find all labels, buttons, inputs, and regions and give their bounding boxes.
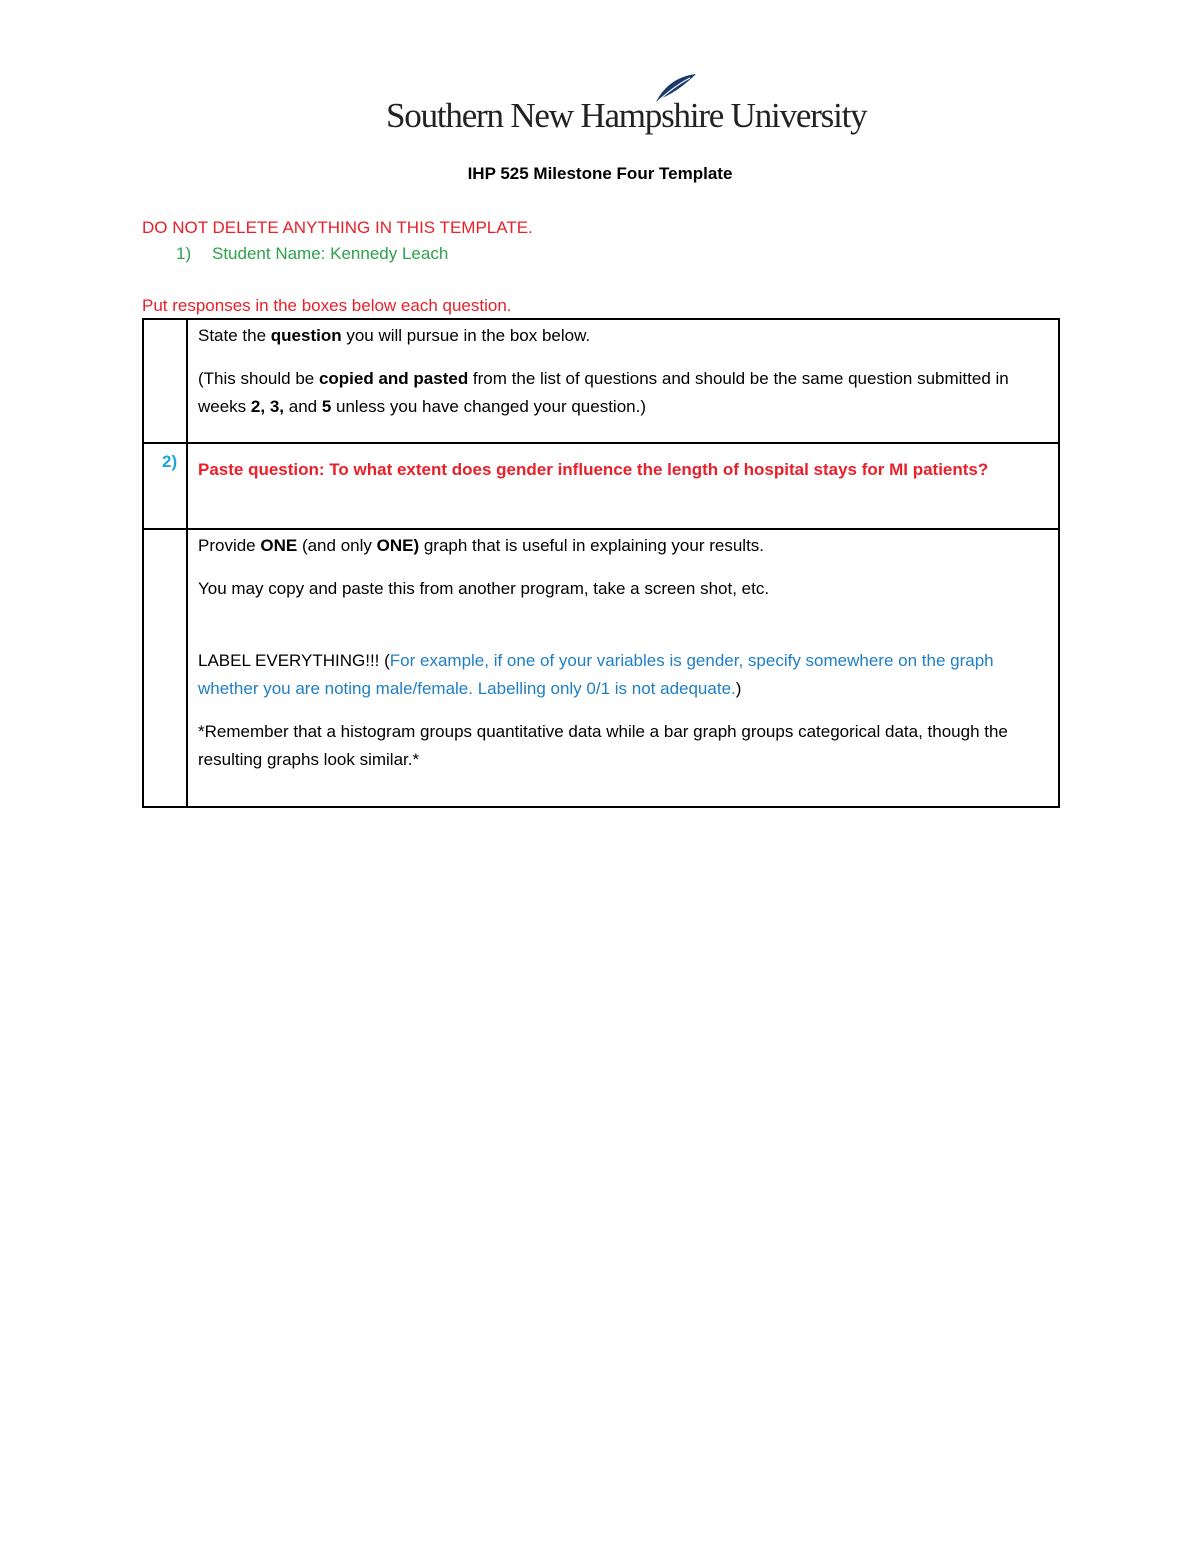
graph-instruction-cell — [187, 529, 1059, 807]
pasted-question: Paste question: To what extent does gender influence the length of hospital stays for MI patients? — [198, 460, 989, 479]
label-everything-instruction: LABEL EVERYTHING!!! (For example, if one of your variables is gender, specify somewhere on the graph whether you are noting male/female. Labelling only 0/1 is not adequate.) — [198, 651, 994, 698]
document-title: IHP 525 Milestone Four Template — [467, 164, 733, 183]
row-number-cell — [143, 529, 187, 807]
row-number-cell — [143, 443, 187, 529]
student-number: 1) — [176, 244, 192, 263]
logo-text: Southern New Hampshire University — [386, 96, 867, 135]
copy-paste-graph-note: You may copy and paste this from another program, take a screen shot, etc. — [198, 579, 770, 598]
provide-graph-instruction: Provide ONE (and only ONE) graph that is useful in explaining your results. — [198, 536, 765, 555]
snhu-logo — [386, 72, 867, 142]
state-question-instruction: State the question you will pursue in the box below. — [198, 326, 591, 345]
student-name: Student Name: Kennedy Leach — [212, 244, 449, 263]
question-number: 2) — [162, 452, 178, 471]
instruction-cell — [187, 319, 1059, 443]
table-row — [143, 319, 1059, 443]
question-table — [142, 318, 1060, 808]
response-cell[interactable] — [187, 443, 1059, 529]
histogram-reminder: *Remember that a histogram groups quantitative data while a bar graph groups categorical data, though the resulting graphs look similar.* — [198, 722, 1008, 769]
row-number-cell — [143, 319, 187, 443]
table-row — [143, 529, 1059, 807]
copy-paste-instruction: (This should be copied and pasted from the list of questions and should be the same question submitted in weeks 2, 3, and 5 unless you have changed your question.) — [198, 369, 1009, 416]
table-row — [143, 443, 1059, 529]
put-responses-instruction: Put responses in the boxes below each question. — [142, 296, 512, 315]
do-not-delete-warning: DO NOT DELETE ANYTHING IN THIS TEMPLATE. — [142, 218, 533, 237]
student-name-line — [176, 244, 448, 264]
